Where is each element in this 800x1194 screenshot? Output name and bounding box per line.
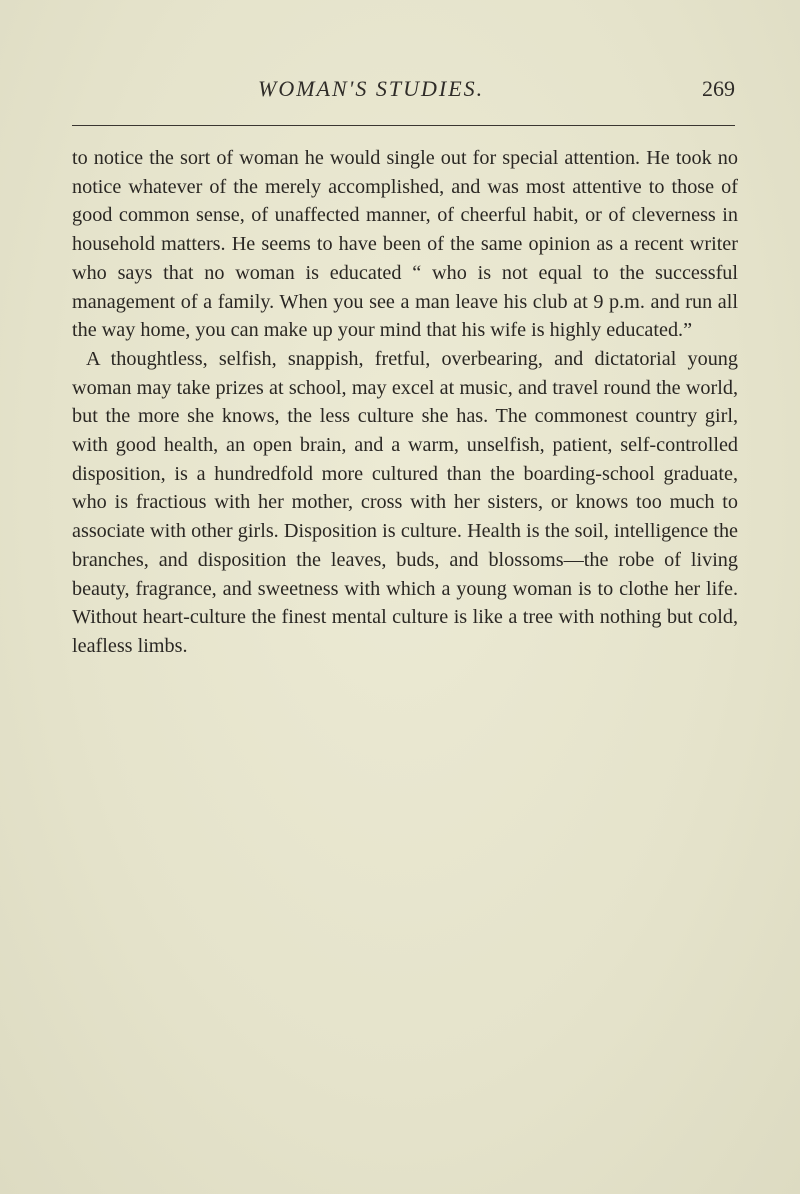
- running-title: WOMAN'S STUDIES.: [258, 76, 485, 101]
- paragraph: A thoughtless, selfish, snappish, fretful, overbearing, and dictatorial young woman may take prizes at school, may excel at music, and travel round the world, but the more she knows, the less culture she has. The commonest country girl, with good health, an open brain, and a warm, unselfish, patient, self-controlled disposition, is a hundredfold more cultured than the boarding-school graduate, who is fractious with her mother, cross with her sisters, or knows too much to associate with other girls. Disposition is culture. Health is the soil, intelligence the branches, and disposition the leaves, buds, and blossoms—the robe of living beauty, fragrance, and sweetness with which a young woman is to clothe her life. Without heart-culture the finest mental culture is like a tree with nothing but cold, leafless limbs.: [72, 347, 738, 657]
- header-rule: [72, 125, 735, 126]
- body-text: [72, 144, 738, 661]
- page-number: 269: [702, 76, 735, 101]
- running-head: [70, 76, 735, 110]
- paragraph: to notice the sort of woman he would single out for special attention. He took no notice whatever of the merely accomplished, and was most attentive to those of good common sense, of unaffected manner, of cheerful habit, or of cleverness in household matters. He seems to have been of the same opinion as a recent writer who says that no woman is educated “ who is not equal to the successful management of a family. When you see a man leave his club at 9 p.m. and run all the way home, you can make up your mind that his wife is highly educated.”: [72, 147, 738, 342]
